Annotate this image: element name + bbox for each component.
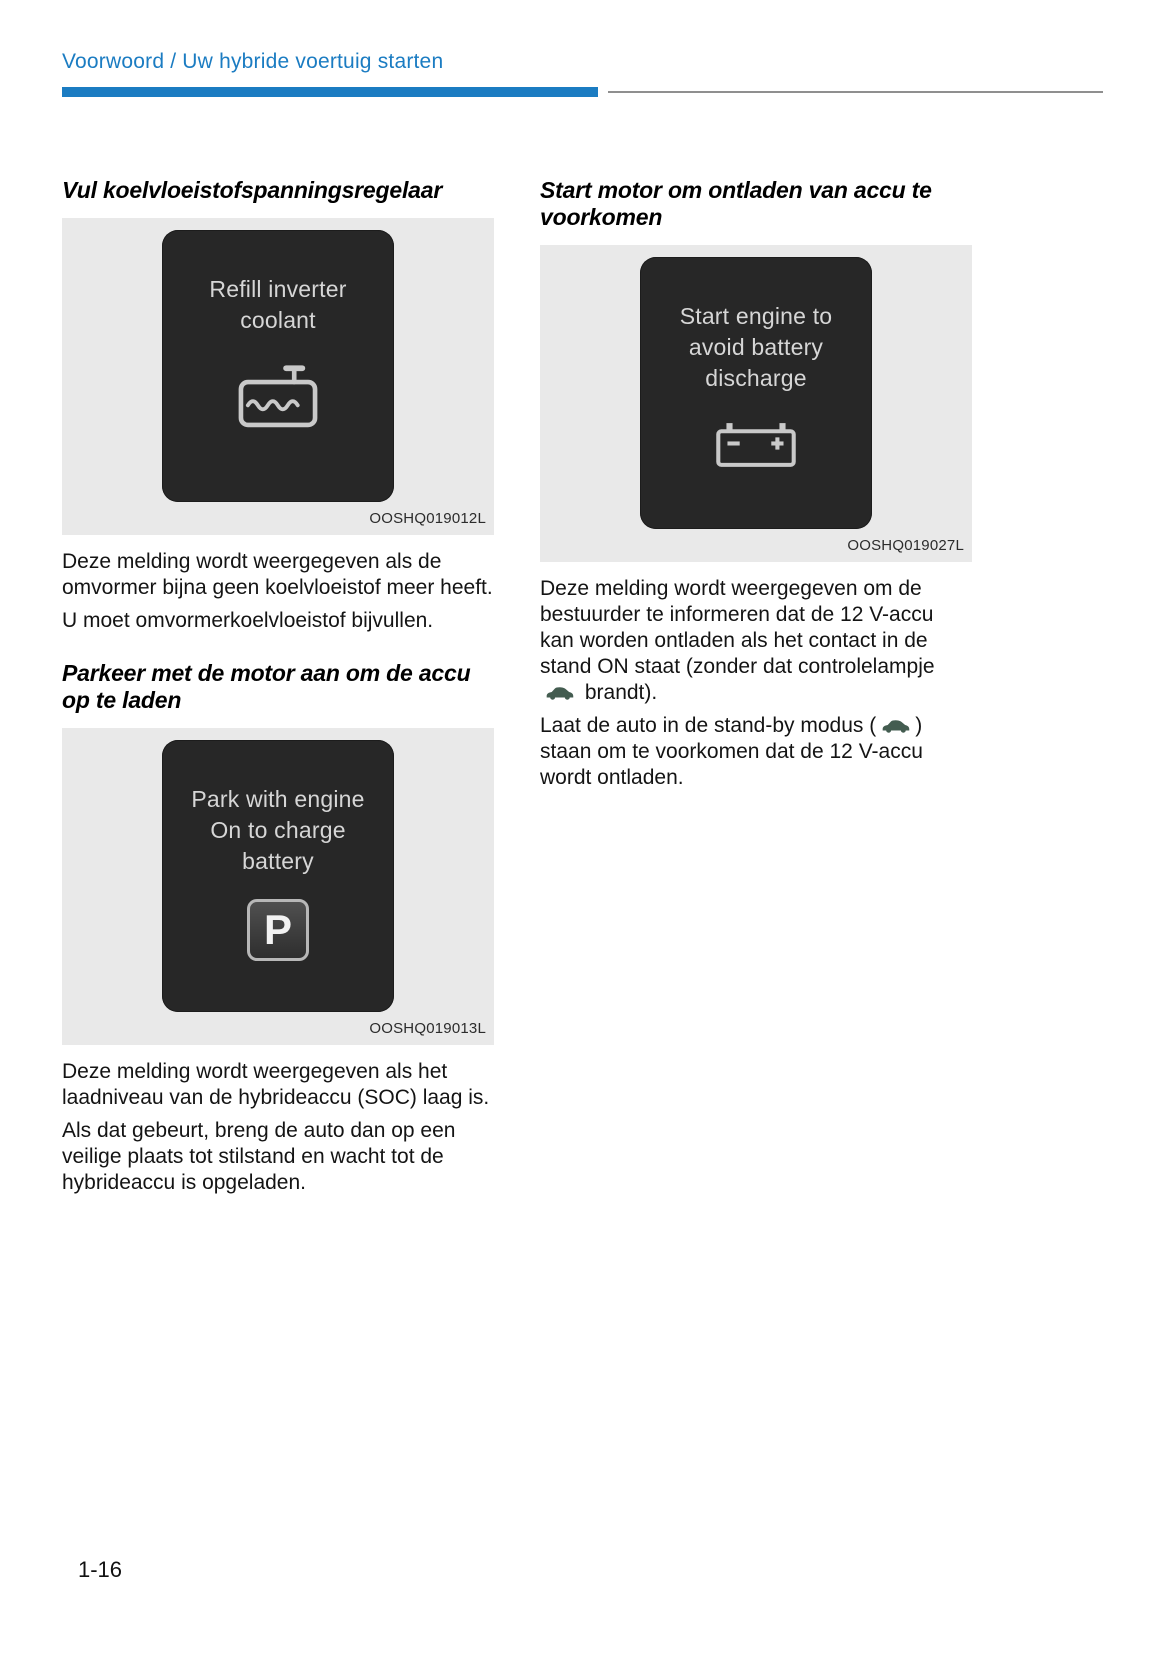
paragraph-text: ) staan om te voorkomen dat de 12 V-accu wordt ontladen. — [540, 714, 923, 790]
content-columns — [62, 177, 1103, 1196]
figure-refill-inverter-coolant — [62, 218, 494, 535]
left-column — [62, 177, 494, 1196]
right-column — [540, 177, 972, 1196]
figure-start-engine — [540, 245, 972, 562]
car-ready-indicator-icon — [543, 684, 576, 701]
cluster-display — [162, 230, 394, 502]
section-heading: Parkeer met de motor aan om de accu op te laden — [62, 660, 471, 714]
figure-caption: OOSHQ019013L — [369, 1020, 486, 1038]
header-rule — [62, 87, 1103, 97]
page-number: 1-16 — [78, 1557, 123, 1582]
paragraph: Deze melding wordt weergegeven als het laadniveau van de hybrideaccu (SOC) laag is. — [62, 1060, 490, 1110]
figure-park-with-engine — [62, 728, 494, 1045]
display-text-line: discharge — [705, 365, 807, 392]
figure-caption: OOSHQ019027L — [847, 537, 964, 555]
header-thin-rule — [608, 91, 1103, 93]
display-text-line: avoid battery — [688, 334, 824, 361]
header-accent-bar — [62, 87, 598, 97]
section-refill-inverter-coolant — [62, 177, 494, 634]
paragraph-text: Deze melding wordt weergegeven om de bestuurder te informeren dat de 12 V-accu kan worden ontladen als het contact in de stand ON staat (zonder dat controlelampje — [540, 577, 935, 679]
section-start-engine-avoid-discharge — [540, 177, 972, 791]
section-heading: Start motor om ontladen van accu te voorkomen — [540, 177, 932, 231]
section-heading: Vul koelvloeistofspanningsregelaar — [62, 177, 443, 203]
cluster-display — [162, 740, 394, 1012]
figure-caption: OOSHQ019012L — [369, 510, 486, 528]
paragraph: U moet omvormerkoelvloeistof bijvullen. — [62, 609, 434, 633]
coolant-reservoir-icon — [162, 360, 394, 437]
display-text-line: coolant — [240, 307, 316, 334]
page-header — [62, 50, 1103, 97]
parking-p-icon: P — [247, 899, 309, 961]
display-text-line: Park with engine — [191, 786, 365, 813]
paragraph: Als dat gebeurt, breng de auto dan op een veilige plaats tot stilstand en wacht tot de hybrideaccu is opgeladen. — [62, 1119, 456, 1195]
display-text-line: On to charge — [210, 817, 346, 844]
cluster-display — [640, 257, 872, 529]
battery-icon — [640, 418, 872, 476]
paragraph: Deze melding wordt weergegeven als de omvormer bijna geen koelvloeistof meer heeft. — [62, 550, 493, 600]
paragraph — [540, 576, 972, 706]
paragraph — [540, 713, 972, 791]
paragraph-text: Laat de auto in de stand-by modus ( — [540, 714, 877, 738]
display-text-line: Start engine to — [679, 303, 833, 330]
display-text-line: battery — [242, 848, 314, 875]
paragraph-text: brandt). — [584, 681, 658, 705]
car-ready-indicator-icon — [879, 717, 912, 734]
breadcrumb: Voorwoord / Uw hybride voertuig starten — [62, 50, 444, 73]
display-text-line: Refill inverter — [209, 276, 347, 303]
section-park-to-charge — [62, 660, 494, 1196]
